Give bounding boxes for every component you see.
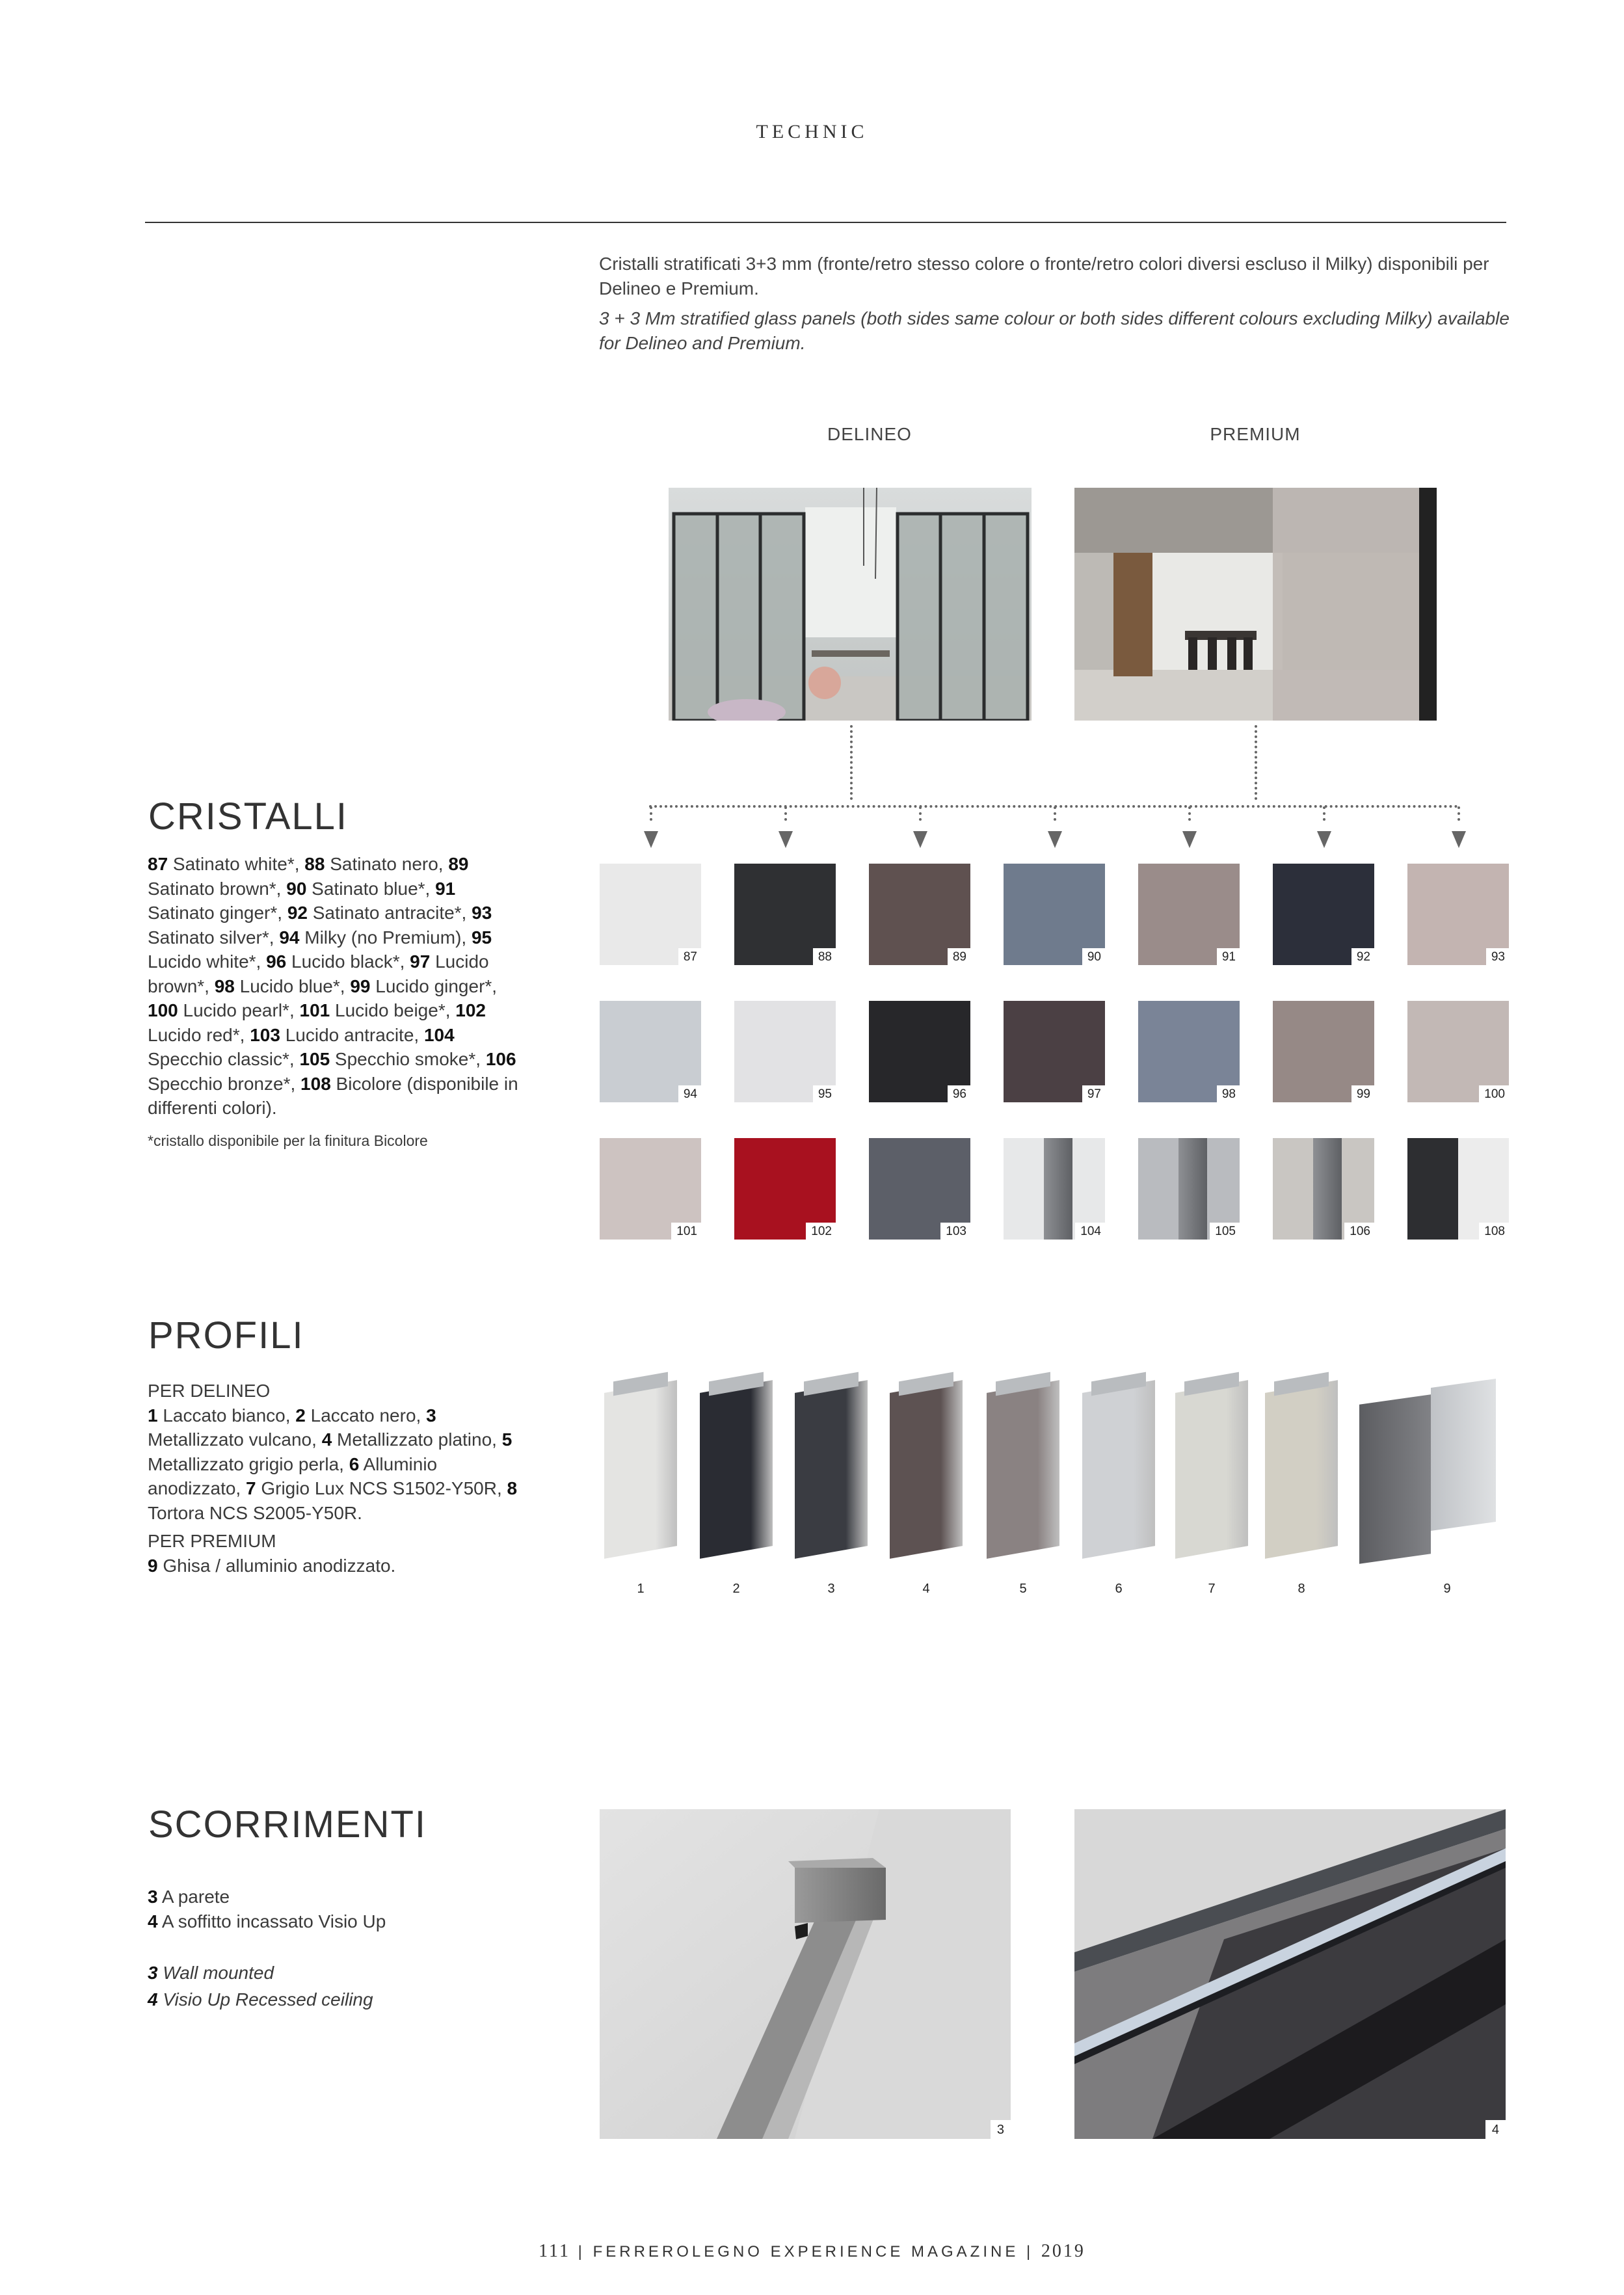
glass-swatch — [1138, 864, 1240, 965]
sliding-system-it-code: 4 — [148, 1911, 158, 1931]
delineo-profile-text: Laccato bianco, — [157, 1405, 296, 1426]
glass-swatch — [734, 864, 836, 965]
delineo-profile-code: 6 — [349, 1453, 360, 1474]
delineo-profile-code: 2 — [295, 1405, 306, 1426]
scroll-photo-number: 3 — [991, 2120, 1011, 2139]
delineo-label: DELINEO — [827, 424, 912, 444]
glass-finish-text: Specchio smoke*, — [330, 1049, 486, 1069]
swatch-number: 93 — [1486, 948, 1509, 965]
mirror-reflection — [1044, 1138, 1072, 1240]
publication-year: 2019 — [1041, 2241, 1085, 2261]
glass-finish-entry — [299, 1049, 485, 1069]
page-number: 111 — [539, 2241, 570, 2261]
glass-swatch — [600, 864, 701, 965]
profile-number: 9 — [1443, 1582, 1451, 1596]
recessed-ceiling-photo — [1074, 1809, 1506, 2139]
arrow-stem — [650, 806, 652, 821]
swatch-number: 88 — [813, 948, 836, 965]
glass-swatch — [1138, 1001, 1240, 1102]
swatch-number: 106 — [1344, 1223, 1374, 1240]
glass-finish-text: Satinato brown*, — [148, 878, 287, 899]
glass-finish-text: Lucido blue*, — [234, 975, 351, 996]
glass-swatch — [1407, 1138, 1509, 1240]
profile-image — [795, 1373, 868, 1562]
glass-finish-text: Lucido white*, — [148, 951, 267, 972]
profile-body — [1431, 1379, 1496, 1531]
delineo-photo — [669, 488, 1032, 721]
glass-finish-code: 93 — [472, 903, 492, 923]
glass-finish-text: Satinato silver*, — [148, 927, 280, 948]
sliding-system-it-text: A parete — [157, 1887, 230, 1907]
glass-finish-entry — [287, 903, 472, 923]
sliding-system-it-code: 3 — [148, 1887, 158, 1907]
profile-body — [795, 1380, 868, 1559]
glass-finish-code: 104 — [423, 1024, 455, 1045]
sliding-system-en-code: 3 — [148, 1963, 158, 1983]
profile-image — [700, 1373, 773, 1562]
arrow-down-icon — [1048, 831, 1062, 848]
sliding-system-it-text: A soffitto incassato Visio Up — [157, 1911, 386, 1931]
profile-image — [604, 1373, 677, 1562]
profile-number: 4 — [922, 1582, 930, 1596]
scorrimenti-italian — [148, 1885, 538, 1933]
glass-swatch — [600, 1138, 701, 1240]
glass-finish-code: 105 — [299, 1049, 330, 1069]
glass-swatch — [1004, 1001, 1105, 1102]
profili-delineo-heading: PER DELINEO — [148, 1381, 271, 1401]
glass-finish-text: Lucido antracite, — [280, 1024, 424, 1045]
profile-body — [890, 1380, 963, 1559]
glass-finish-entry — [279, 927, 472, 948]
premium-label: PREMIUM — [1210, 424, 1301, 444]
swatch-number: 97 — [1082, 1085, 1105, 1102]
magazine-name: FERREROLEGNO EXPERIENCE MAGAZINE — [592, 2243, 1019, 2261]
delineo-profile-text: Metallizzato vulcano, — [148, 1429, 322, 1450]
glass-swatch — [1407, 1001, 1509, 1102]
glass-finish-text: Specchio bronze*, — [148, 1073, 301, 1094]
arrow-down-icon — [1317, 831, 1331, 848]
glass-finish-text: Milky (no Premium), — [299, 927, 472, 948]
swatch-number: 104 — [1075, 1223, 1105, 1240]
profile-body — [1359, 1394, 1431, 1563]
profile-number: 7 — [1208, 1582, 1216, 1596]
delineo-profile-code: 1 — [148, 1405, 158, 1426]
delineo-profile-code: 5 — [501, 1429, 512, 1450]
profile-number: 5 — [1019, 1582, 1027, 1596]
delineo-profile-code: 8 — [507, 1478, 518, 1498]
delineo-profile-entry — [148, 1405, 295, 1426]
scroll-photo-number: 4 — [1485, 2120, 1506, 2139]
glass-finish-code: 87 — [148, 854, 168, 874]
arrow-down-icon — [1452, 831, 1466, 848]
glass-swatch — [1273, 864, 1374, 965]
premium-connector — [1255, 725, 1257, 800]
glass-swatch — [734, 1001, 836, 1102]
glass-swatch — [1273, 1138, 1374, 1240]
profile-image — [890, 1373, 963, 1562]
cristalli-footnote: *cristallo disponibile per la finitura Bicolore — [148, 1132, 428, 1149]
profile-body — [1082, 1380, 1155, 1559]
arrow-down-icon — [779, 831, 793, 848]
glass-finish-text: Lucido pearl*, — [178, 1000, 300, 1020]
glass-finish-text: Satinato nero, — [325, 854, 449, 874]
glass-finish-text: Specchio classic*, — [148, 1049, 300, 1069]
profile-body — [1265, 1380, 1338, 1559]
glass-finish-text: Satinato ginger*, — [148, 903, 287, 923]
sliding-system-it-entry — [148, 1885, 538, 1909]
sliding-system-it-entry — [148, 1909, 538, 1934]
delineo-profile-code: 7 — [246, 1478, 256, 1498]
glass-finish-text: Satinato blue*, — [306, 878, 436, 899]
glass-finish-entry — [266, 951, 410, 972]
glass-finish-entry — [304, 854, 448, 874]
profile-number: 2 — [732, 1582, 740, 1596]
footer-separator: | — [1018, 2243, 1041, 2261]
swatch-number: 99 — [1351, 1085, 1374, 1102]
mirror-reflection — [1178, 1138, 1207, 1240]
profile-body — [1175, 1380, 1248, 1559]
swatch-number: 108 — [1479, 1223, 1509, 1240]
glass-finish-text: Lucido ginger*, — [370, 975, 498, 996]
swatch-number: 98 — [1217, 1085, 1240, 1102]
swatch-number: 87 — [678, 948, 701, 965]
swatch-number: 90 — [1082, 948, 1105, 965]
profili-description — [148, 1379, 525, 1578]
profile-image — [1175, 1373, 1248, 1562]
swatch-number: 96 — [948, 1085, 970, 1102]
profile-number: 8 — [1298, 1582, 1305, 1596]
glass-finish-entry — [148, 854, 304, 874]
delineo-profile-entry — [322, 1429, 502, 1450]
cristalli-description — [148, 852, 525, 1150]
swatch-number: 91 — [1217, 948, 1240, 965]
glass-finish-text: Lucido black*, — [286, 951, 410, 972]
glass-finish-entry — [286, 879, 435, 899]
glass-finish-code: 91 — [435, 878, 456, 899]
cristalli-title: CRISTALLI — [148, 795, 349, 838]
glass-finish-code: 94 — [279, 927, 300, 948]
glass-finish-code: 106 — [485, 1049, 516, 1069]
delineo-profile-text: Grigio Lux NCS S1502-Y50R, — [256, 1478, 507, 1498]
glass-swatch — [869, 1138, 970, 1240]
arrow-stem — [784, 806, 787, 821]
delineo-connector — [850, 725, 853, 800]
delineo-profile-text: Alluminio anodizzato, — [148, 1453, 438, 1498]
sliding-system-en-entry — [148, 1986, 538, 2013]
wall-mounted-photo — [600, 1809, 1011, 2139]
premium-profile-entry — [148, 1556, 395, 1576]
page-header-title: TECHNIC — [756, 121, 868, 142]
glass-finish-code: 88 — [304, 854, 325, 874]
glass-swatch — [1273, 1001, 1374, 1102]
profile-image — [1265, 1373, 1338, 1562]
glass-swatch — [1138, 1138, 1240, 1240]
glass-swatch — [600, 1001, 701, 1102]
glass-swatch — [869, 864, 970, 965]
glass-finish-code: 102 — [455, 1000, 486, 1020]
intro-italian: Cristalli stratificati 3+3 mm (fronte/retro stesso colore o fronte/retro colori diversi escluso il Milky) disponibili per Delineo e Premium. — [599, 254, 1489, 298]
intro-english: 3 + 3 Mm stratified glass panels (both sides same colour or both sides different colours excluding Milky) available for Delineo and Premium. — [599, 308, 1510, 353]
delineo-profile-text: Metallizzato platino, — [332, 1429, 502, 1450]
glass-finish-code: 95 — [471, 927, 492, 948]
glass-swatch — [1407, 864, 1509, 965]
sliding-system-en-entry — [148, 1959, 538, 1986]
glass-finish-code: 103 — [250, 1024, 280, 1045]
scorrimenti-english — [148, 1959, 538, 2013]
arrow-stem — [919, 806, 922, 821]
swatch-number: 101 — [671, 1223, 701, 1240]
profile-image — [987, 1373, 1059, 1562]
profile-number: 3 — [827, 1582, 835, 1596]
glass-finish-code: 96 — [266, 951, 287, 972]
profili-premium-list — [148, 1554, 525, 1578]
glass-finish-code: 108 — [300, 1073, 331, 1094]
glass-finish-code: 99 — [350, 975, 371, 996]
swatch-number: 102 — [806, 1223, 836, 1240]
profile-image — [1359, 1373, 1496, 1562]
delineo-profile-text: Metallizzato grigio perla, — [148, 1453, 349, 1474]
glass-finish-text: Lucido beige*, — [330, 1000, 456, 1020]
sliding-system-en-text: Visio Up Recessed ceiling — [157, 1989, 373, 2010]
page-footer — [0, 2241, 1624, 2262]
glass-swatch — [1004, 1138, 1105, 1240]
footer-separator: | — [570, 2243, 593, 2261]
glass-finish-entry — [215, 976, 351, 996]
glass-swatch — [1004, 864, 1105, 965]
glass-swatch — [734, 1138, 836, 1240]
delineo-profile-entry — [246, 1478, 507, 1498]
glass-finish-text: Lucido brown*, — [148, 951, 489, 996]
delineo-profile-text: Tortora NCS S2005-Y50R. — [148, 1502, 362, 1523]
profile-image — [1082, 1373, 1155, 1562]
delineo-profile-code: 4 — [321, 1429, 332, 1450]
swatch-number: 105 — [1210, 1223, 1240, 1240]
delineo-profile-entry — [295, 1405, 426, 1426]
glass-finish-text: Lucido red*, — [148, 1024, 250, 1045]
delineo-profile-code: 3 — [426, 1405, 436, 1426]
profili-title: PROFILI — [148, 1314, 304, 1357]
profili-delineo-list — [148, 1403, 525, 1526]
glass-swatch — [869, 1001, 970, 1102]
glass-finish-entry — [350, 976, 497, 996]
delineo-profile-text: Laccato nero, — [305, 1405, 427, 1426]
premium-profile-text: Ghisa / alluminio anodizzato. — [157, 1555, 396, 1576]
arrow-down-icon — [913, 831, 927, 848]
arrow-down-icon — [644, 831, 658, 848]
swatch-number: 100 — [1479, 1085, 1509, 1102]
profile-body — [700, 1380, 773, 1559]
swatch-number: 89 — [948, 948, 970, 965]
glass-finish-code: 98 — [214, 975, 235, 996]
glass-finish-code: 101 — [299, 1000, 330, 1020]
mirror-reflection — [1313, 1138, 1342, 1240]
glass-finish-entry — [250, 1025, 424, 1045]
profile-number: 6 — [1115, 1582, 1123, 1596]
arrow-stem — [1188, 806, 1191, 821]
glass-finish-code: 90 — [286, 878, 307, 899]
glass-finish-entry — [148, 1000, 300, 1020]
glass-finish-code: 100 — [148, 1000, 178, 1020]
glass-finish-code: 97 — [410, 951, 431, 972]
header-divider — [145, 222, 1506, 223]
premium-photo — [1074, 488, 1437, 721]
swatch-number: 95 — [813, 1085, 836, 1102]
swatch-number: 92 — [1351, 948, 1374, 965]
glass-finish-text: Satinato antracite*, — [307, 903, 472, 923]
swatch-number: 94 — [678, 1085, 701, 1102]
swatch-number: 103 — [940, 1223, 970, 1240]
arrow-stem — [1458, 806, 1460, 821]
arrow-down-icon — [1182, 831, 1197, 848]
premium-profile-code: 9 — [148, 1555, 158, 1576]
sliding-system-en-text: Wall mounted — [157, 1963, 274, 1983]
profile-body — [604, 1380, 677, 1559]
scorrimenti-title: SCORRIMENTI — [148, 1803, 427, 1846]
glass-finish-code: 92 — [287, 903, 308, 923]
sliding-system-en-code: 4 — [148, 1989, 158, 2010]
glass-finish-text: Bicolore (disponibile in differenti colori). — [148, 1073, 518, 1118]
profili-premium-heading: PER PREMIUM — [148, 1531, 276, 1551]
profile-number: 1 — [637, 1582, 645, 1596]
profile-body — [987, 1380, 1059, 1559]
arrow-stem — [1323, 806, 1325, 821]
glass-finish-code: 89 — [448, 854, 469, 874]
glass-finish-text: Satinato white*, — [168, 854, 305, 874]
glass-finish-entry — [300, 1000, 456, 1020]
arrow-stem — [1054, 806, 1056, 821]
